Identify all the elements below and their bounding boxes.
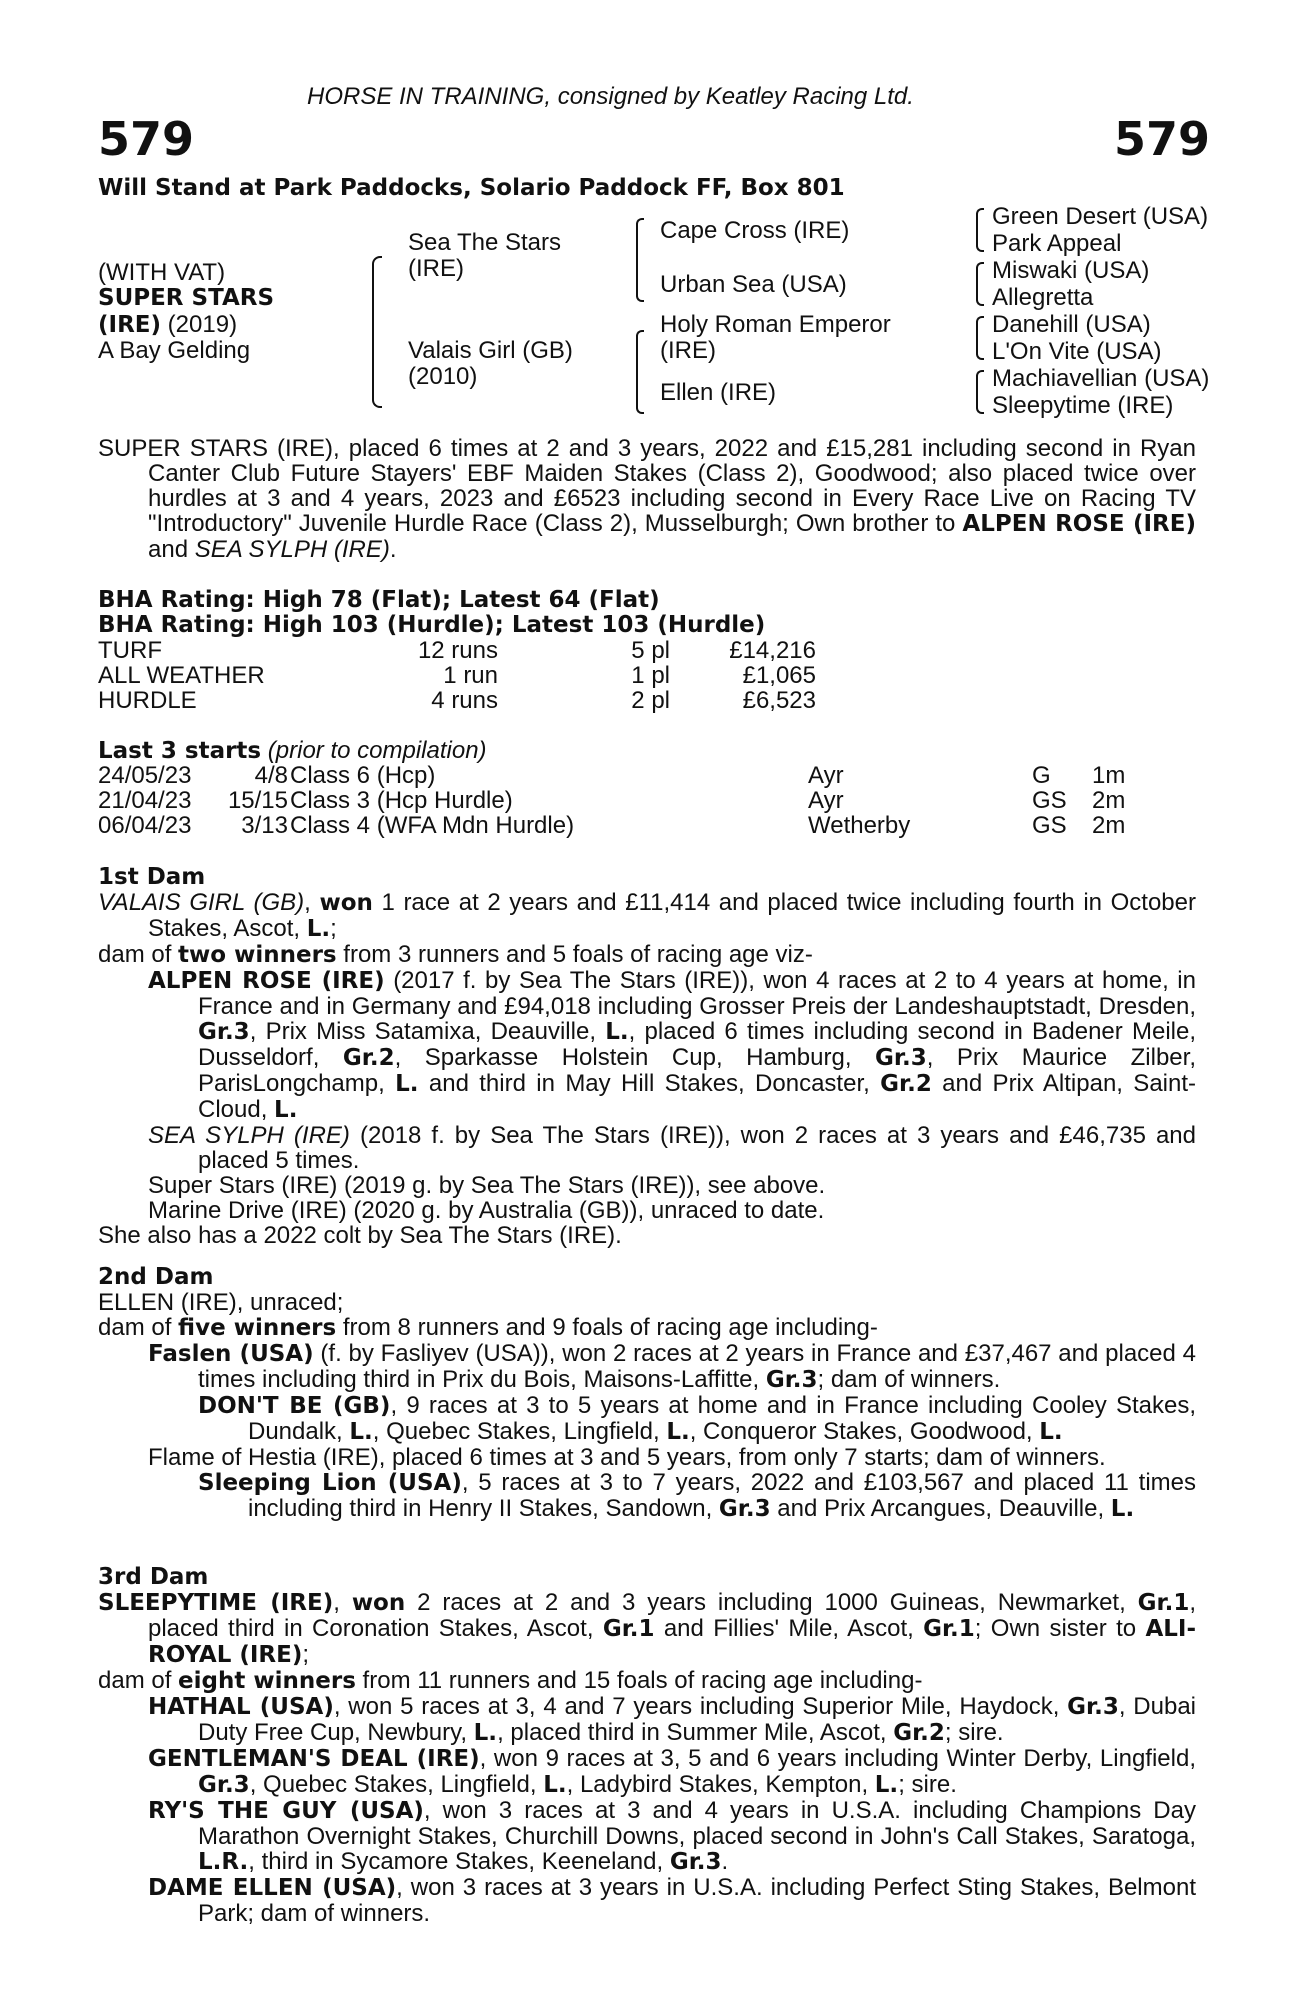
summary-part: and [148, 536, 195, 563]
grade-label: L.R. [198, 1849, 249, 1875]
text: ; Own sister to [974, 1615, 1146, 1642]
produce-rys-the-guy [148, 1798, 1196, 1875]
text: , third in Sycamore Stakes, Keeneland, [248, 1848, 670, 1875]
consignor-line: HORSE IN TRAINING, consigned by Keatley Racing Ltd. [307, 83, 914, 110]
lot-number-right: 579 [1114, 112, 1211, 166]
grade-label: L. [874, 1772, 899, 1798]
dam-name: SLEEPYTIME (IRE) [98, 1590, 334, 1616]
start-race: Class 6 (Hcp) [290, 762, 436, 789]
runs: 1 run [443, 662, 498, 689]
winners-count: two winners [178, 942, 337, 968]
great-grandparent-6: L'On Vite (USA) [992, 338, 1162, 365]
text: 1 race at 2 years and £11,414 and placed twice including fourth in October Stakes, Ascot, [148, 889, 1196, 942]
text: and Fillies' Mile, Ascot, [654, 1615, 924, 1642]
produce-sea-sylph [148, 1123, 1196, 1173]
great-grandparent-7: Machiavellian (USA) [992, 365, 1210, 392]
text: . [721, 1848, 729, 1875]
first-dam-heading: 1st Dam [98, 864, 206, 890]
third-dam-produce-summary [98, 1668, 1196, 1694]
grade-label: Gr.2 [893, 1720, 945, 1746]
text: , [304, 889, 320, 916]
text: from 11 runners and 15 foals of racing age including- [355, 1667, 923, 1694]
start-going: GS [1032, 787, 1067, 814]
produce-name: DAME ELLEN (USA) [148, 1875, 397, 1901]
placed: 2 pl [631, 687, 670, 714]
start-date: 06/04/23 [98, 812, 192, 839]
grade-label: Gr.1 [923, 1616, 975, 1642]
start-going: G [1032, 762, 1051, 789]
pedigree-brace-g4 [976, 370, 984, 414]
text: ; [302, 1641, 310, 1668]
grade-label: L. [306, 916, 331, 942]
text: , won 5 races at 3, 4 and 7 years including Superior Mile, Haydock, [333, 1693, 1068, 1720]
text: , won 9 races at 3, 5 and 6 years including Winter Derby, Lingfield, [479, 1745, 1197, 1772]
summary-text [98, 436, 1196, 562]
great-grandparent-1: Green Desert (USA) [992, 203, 1209, 230]
text: , Ladybird Stakes, Kempton, [566, 1771, 875, 1798]
start-position: 3/13 [241, 812, 288, 839]
start-distance: 1m [1092, 762, 1126, 789]
text: ; dam of winners. [817, 1366, 1001, 1393]
horse-year: (2019) [161, 311, 238, 338]
produce-marine-drive: Marine Drive (IRE) (2020 g. by Australia (GB)), unraced to date. [148, 1197, 825, 1224]
text: from 3 runners and 5 foals of racing age viz- [336, 941, 813, 968]
text: and Prix Arcangues, Deauville, [770, 1495, 1111, 1522]
text: , Quebec Stakes, Lingfield, [372, 1418, 667, 1445]
horse-name: SUPER STARS [98, 285, 275, 311]
grade-label: Gr.3 [718, 1496, 771, 1522]
summary-part: SUPER STARS (IRE), placed 6 times at 2 and 3 years, 2022 and £15,281 including second in Ryan Canter Club Future Stayers' EBF Maiden Stakes (Class 2), Goodwood; also placed twice over hurdles at 3 and 4 years, 2023 and £6523 including second in Every Race Live on Racing TV "Introductory" Juvenile Hurdle Race (Class 2), Musselburgh; Own brother to [98, 435, 1196, 537]
produce-alpen-rose [148, 968, 1196, 1123]
start-date: 24/05/23 [98, 762, 192, 789]
text: and third in May Hill Stakes, Doncaster, [418, 1070, 881, 1097]
produce-hathal [148, 1694, 1196, 1746]
race-summary [98, 436, 1196, 562]
surface: ALL WEATHER [98, 662, 265, 689]
start-course: Ayr [808, 787, 844, 814]
start-distance: 2m [1092, 787, 1126, 814]
produce-name: SEA SYLPH (IRE) [148, 1122, 350, 1149]
grade-label: Gr.3 [198, 1019, 250, 1045]
grandsire-2-origin: (IRE) [660, 337, 716, 364]
text: , 5 races at 3 to 7 years, 2022 and £103,567 and placed 11 times including third in Henry II Stakes, Sandown, [248, 1469, 1196, 1522]
pedigree-brace-g2 [976, 262, 984, 306]
last-starts-title: Last 3 starts [98, 738, 262, 764]
grandsire-1: Cape Cross (IRE) [660, 217, 850, 244]
runs: 12 runs [417, 637, 498, 664]
start-distance: 2m [1092, 812, 1126, 839]
grade-label: Gr.3 [765, 1367, 818, 1393]
grade-label: Gr.3 [1067, 1694, 1119, 1720]
produce-flame-of-hestia: Flame of Hestia (IRE), placed 6 times at 3 and 5 years, from only 7 starts; dam of winners. [148, 1444, 1106, 1471]
grade-label: L. [543, 1772, 567, 1798]
text: , [333, 1589, 352, 1616]
start-position: 15/15 [227, 787, 288, 814]
surface: HURDLE [98, 687, 197, 714]
surface: TURF [98, 637, 162, 664]
dam-name: Valais Girl (GB) [408, 337, 573, 364]
produce-faslen [148, 1341, 1196, 1393]
text: , Quebec Stakes, Lingfield, [249, 1771, 544, 1798]
text: from 8 runners and 9 foals of racing age including- [336, 1314, 878, 1341]
summary-sibling-1: ALPEN ROSE (IRE) [962, 511, 1196, 537]
prize-money: £6,523 [742, 687, 816, 714]
sibling-name: ALI-ROYAL (IRE) [148, 1616, 1197, 1668]
produce-name: RY'S THE GUY (USA) [148, 1798, 424, 1824]
dam-year: (2010) [408, 363, 478, 390]
start-race: Class 3 (Hcp Hurdle) [290, 787, 513, 814]
produce-sleeping-lion [198, 1470, 1196, 1522]
bha-rating-hurdle: BHA Rating: High 103 (Hurdle); Latest 103 (Hurdle) [98, 612, 766, 638]
summary-sibling-2: SEA SYLPH (IRE) [194, 536, 390, 563]
stand-location: Will Stand at Park Paddocks, Solario Paddock FF, Box 801 [98, 175, 845, 201]
produce-name: Faslen (USA) [148, 1341, 314, 1367]
second-dam-produce-summary [98, 1315, 1196, 1341]
grade-label: L. [605, 1019, 629, 1045]
grade-label: Gr.1 [602, 1616, 655, 1642]
grade-label: Gr.2 [342, 1045, 395, 1071]
text: , 9 races at 3 to 5 years at home and in France including Cooley Stakes, Dundalk, [248, 1392, 1196, 1445]
text: , won 3 races at 3 years in U.S.A. including Perfect Sting Stakes, Belmont Park; dam of winners. [198, 1874, 1196, 1927]
great-grandparent-3: Miswaki (USA) [992, 257, 1150, 284]
last-starts-heading [98, 738, 487, 764]
start-course: Wetherby [808, 812, 911, 839]
produce-dont-be [198, 1393, 1196, 1445]
text: dam of [98, 1667, 179, 1694]
sire-origin: (IRE) [408, 255, 464, 282]
third-dam-heading: 3rd Dam [98, 1564, 209, 1590]
grade-label: L. [1039, 1419, 1063, 1445]
produce-dame-ellen [148, 1875, 1196, 1926]
text: , Prix Miss Satamixa, Deauville, [249, 1018, 606, 1045]
runs: 4 runs [431, 687, 498, 714]
first-dam-record [98, 890, 1196, 942]
pedigree-brace-main [372, 256, 382, 408]
second-dam-section [98, 1265, 1196, 1522]
start-position: 4/8 [254, 762, 288, 789]
text: , Prix Maurice Zilber, ParisLongchamp, [198, 1044, 1196, 1097]
horse-origin-year [98, 312, 237, 338]
second-dam-record: ELLEN (IRE), unraced; [98, 1289, 344, 1316]
text: dam of [98, 1314, 179, 1341]
produce-name: Sleeping Lion (USA) [198, 1470, 462, 1496]
last-starts-note: (prior to compilation) [261, 737, 487, 764]
placed: 5 pl [631, 637, 670, 664]
horse-description: A Bay Gelding [98, 337, 251, 364]
grandsire-2-name: Holy Roman Emperor [660, 311, 891, 338]
great-grandparent-2: Park Appeal [992, 230, 1122, 257]
start-going: GS [1032, 812, 1067, 839]
grade-label: L. [395, 1071, 419, 1097]
won-label: won [319, 890, 373, 916]
won-label: won [351, 1590, 406, 1616]
text: , Conqueror Stakes, Goodwood, [689, 1418, 1040, 1445]
grade-label: Gr.3 [875, 1045, 927, 1071]
text: , placed third in Coronation Stakes, Ascot, [148, 1589, 1197, 1642]
text: and Prix Altipan, Saint-Cloud, [198, 1070, 1197, 1123]
great-grandparent-5: Danehill (USA) [992, 311, 1151, 338]
grade-label: Gr.2 [880, 1071, 932, 1097]
grade-label: Gr.3 [669, 1849, 722, 1875]
granddam-2: Ellen (IRE) [660, 379, 777, 406]
second-dam-heading: 2nd Dam [98, 1264, 214, 1290]
start-race: Class 4 (WFA Mdn Hurdle) [290, 812, 575, 839]
text: , Dubai Duty Free Cup, Newbury, [198, 1693, 1197, 1746]
winners-count: eight winners [178, 1668, 356, 1694]
great-grandparent-4: Allegretta [992, 284, 1094, 311]
grade-label: Gr.3 [198, 1772, 250, 1798]
pedigree-brace-dam [636, 330, 644, 414]
text: 2 races at 2 and 3 years including 1000 Guineas, Newmarket, [405, 1589, 1138, 1616]
horse-origin: (IRE) [98, 312, 162, 338]
dam-name: VALAIS GIRL (GB) [98, 889, 305, 916]
text: , Sparkasse Holstein Cup, Hamburg, [394, 1044, 876, 1071]
placed: 1 pl [631, 662, 670, 689]
grade-label: L. [473, 1720, 498, 1746]
sire-name: Sea The Stars [408, 229, 561, 256]
first-dam-section [98, 865, 1196, 1248]
grade-label: L. [666, 1419, 690, 1445]
lot-number-left: 579 [98, 112, 195, 166]
pedigree-brace-sire [636, 218, 644, 302]
text: (2018 f. by Sea The Stars (IRE)), won 2 races at 3 years and £46,735 and placed 5 times. [198, 1122, 1197, 1174]
grade-label: L. [349, 1419, 373, 1445]
produce-name: DON'T BE (GB) [198, 1393, 391, 1419]
produce-2022-colt: She also has a 2022 colt by Sea The Stars (IRE). [98, 1222, 622, 1249]
grade-label: L. [1110, 1496, 1135, 1522]
text: ; [330, 915, 337, 942]
prize-money: £1,065 [742, 662, 816, 689]
great-grandparent-8: Sleepytime (IRE) [992, 392, 1174, 419]
grade-label: Gr.1 [1137, 1590, 1190, 1616]
produce-name: GENTLEMAN'S DEAL (IRE) [148, 1746, 480, 1772]
text: , placed third in Summer Mile, Ascot, [497, 1719, 894, 1746]
winners-count: five winners [178, 1315, 337, 1341]
summary-part: . [389, 536, 397, 563]
produce-gentlemans-deal [148, 1746, 1196, 1798]
first-dam-produce-summary [98, 942, 1196, 968]
pedigree-brace-g1 [976, 208, 984, 252]
produce-super-stars: Super Stars (IRE) (2019 g. by Sea The Stars (IRE)), see above. [148, 1172, 826, 1199]
grade-label: L. [274, 1097, 298, 1123]
text: ; sire. [898, 1771, 957, 1798]
text: , won 3 races at 3 and 4 years in U.S.A. including Champions Day Marathon Overnight Stakes, Churchill Downs, placed second in John's Call Stakes, Saratoga, [198, 1797, 1196, 1850]
text: (2017 f. by Sea The Stars (IRE)), won 4 races at 2 to 4 years at home, in France and in Germany and £94,018 including Grosser Preis der Landeshauptstadt, Dresden, [198, 967, 1196, 1020]
vat-note: (WITH VAT) [98, 259, 226, 286]
start-course: Ayr [808, 762, 844, 789]
granddam-1: Urban Sea (USA) [660, 271, 847, 298]
pedigree-brace-g3 [976, 316, 984, 360]
text: dam of [98, 941, 179, 968]
prize-money: £14,216 [729, 637, 816, 664]
text: ; sire. [944, 1719, 1004, 1746]
produce-name: ALPEN ROSE (IRE) [148, 968, 385, 994]
text: (f. by Fasliyev (USA)), won 2 races at 2 years in France and £37,467 and placed 4 times including third in Prix du Bois, Maisons-Laffitte, [198, 1340, 1196, 1393]
start-date: 21/04/23 [98, 787, 192, 814]
bha-rating-flat: BHA Rating: High 78 (Flat); Latest 64 (Flat) [98, 587, 660, 613]
third-dam-record [98, 1590, 1196, 1668]
third-dam-section [98, 1565, 1196, 1926]
produce-name: HATHAL (USA) [148, 1694, 334, 1720]
text: , placed 6 times including second in Badener Meile, Dusseldorf, [198, 1018, 1196, 1071]
